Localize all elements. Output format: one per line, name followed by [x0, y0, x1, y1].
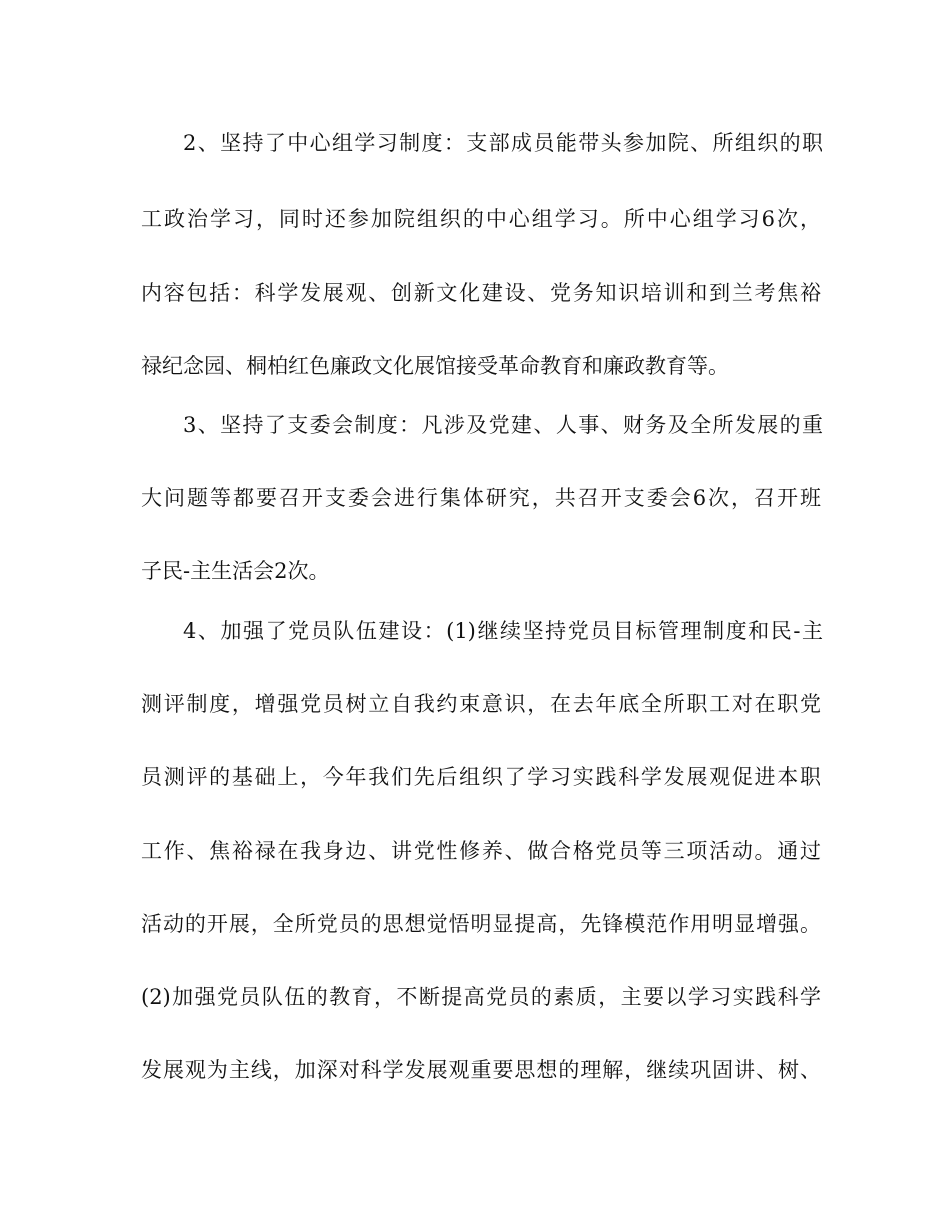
- paragraph-2-line-4: 禄纪念园、桐柏红色廉政文化展馆接受革命教育和廉政教育等。: [141, 354, 729, 378]
- paragraph-4-line-5: 活动的开展，全所党员的思想觉悟明显提高，先锋模范作用明显增强。: [141, 912, 821, 936]
- paragraph-4-line-1: 4、加强了党员队伍建设：(1)继续坚持党员目标管理制度和民-主: [183, 619, 823, 643]
- paragraph-4-line-7: 发展观为主线，加深对科学发展观重要思想的理解，继续巩固讲、树、: [141, 1058, 821, 1082]
- paragraph-3-line-2: 大问题等都要召开支委会进行集体研究，共召开支委会6次，召开班: [141, 486, 821, 510]
- paragraph-3-line-1: 3、坚持了支委会制度：凡涉及党建、人事、财务及全所发展的重: [183, 413, 823, 437]
- paragraph-2-line-2: 工政治学习，同时还参加院组织的中心组学习。所中心组学习6次，: [141, 207, 821, 231]
- paragraph-4-line-3: 员测评的基础上，今年我们先后组织了学习实践科学发展观促进本职: [141, 765, 821, 789]
- paragraph-2-line-1: 2、坚持了中心组学习制度：支部成员能带头参加院、所组织的职: [183, 131, 823, 155]
- paragraph-4-line-4: 工作、焦裕禄在我身边、讲党性修养、做合格党员等三项活动。通过: [141, 839, 821, 863]
- paragraph-3-line-3: 子民-主生活会2次。: [141, 559, 330, 583]
- paragraph-2-line-3: 内容包括：科学发展观、创新文化建设、党务知识培训和到兰考焦裕: [141, 281, 821, 305]
- paragraph-4-line-6: (2)加强党员队伍的教育，不断提高党员的素质，主要以学习实践科学: [141, 985, 821, 1009]
- paragraph-4-line-2: 测评制度，增强党员树立自我约束意识，在去年底全所职工对在职党: [141, 692, 821, 716]
